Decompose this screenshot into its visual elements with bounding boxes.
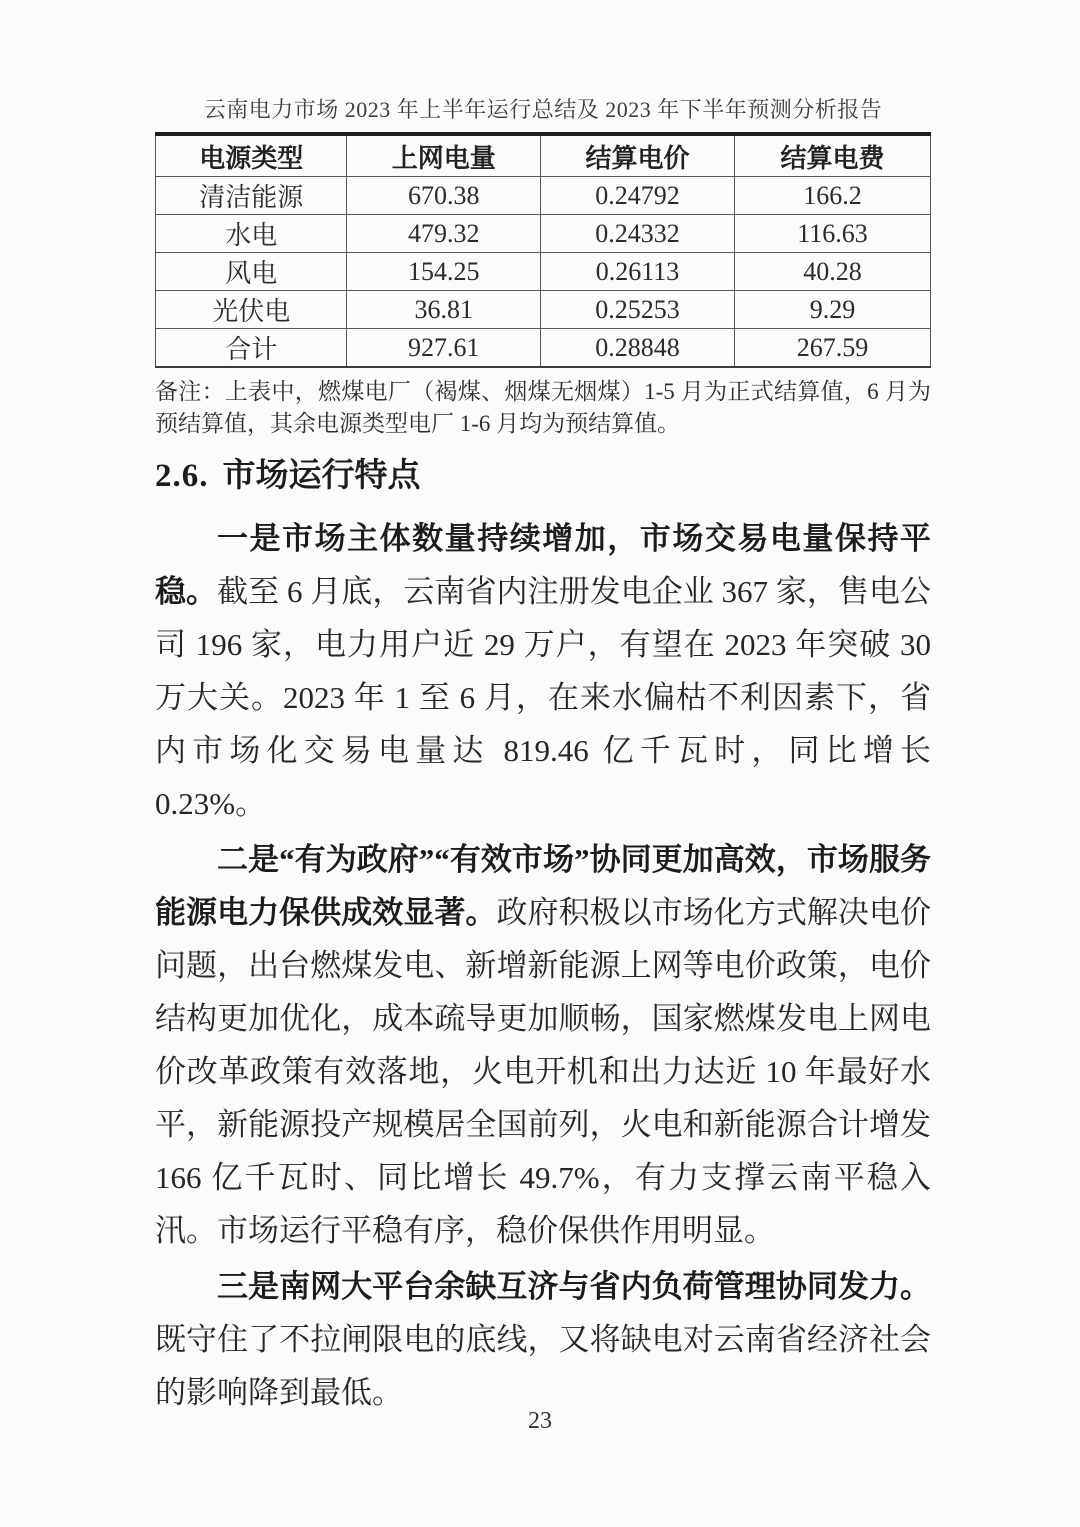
table-header-row xyxy=(156,134,931,177)
table-row-wind xyxy=(156,253,931,291)
table-row-clean-energy xyxy=(156,177,931,215)
header-cell-power-type: 电源类型 xyxy=(156,134,347,177)
table-note-text: 上表中，燃煤电厂（褐煤、烟煤无烟煤）1-5 月为正式结算值，6 月为预结算值，其余电源类型电厂 1-6 月均为预结算值。 xyxy=(155,379,931,436)
cell-price: 0.28848 xyxy=(541,329,735,368)
cell-price: 0.24792 xyxy=(541,177,735,215)
header-cell-settle-fee: 结算电费 xyxy=(734,134,930,177)
table-row-solar xyxy=(156,291,931,329)
paragraph-three xyxy=(155,1260,931,1419)
table-note-label: 备注： xyxy=(155,379,225,404)
paragraph-one-body: 截至 6 月底，云南省内注册发电企业 367 家，售电公司 196 家，电力用户近 29 万户，有望在 2023 年突破 30 万大关。2023 年 1 至 6 月，在来水偏枯不利因素下，省内市场化交易电量达 819.46 亿千瓦时，同比增长 0.23%。 xyxy=(155,574,932,821)
cell-volume: 670.38 xyxy=(347,177,541,215)
header-cell-settle-price: 结算电价 xyxy=(541,134,735,177)
paragraph-two-lead: 二是“有为政府”“有效市场”协同更加高效，市场服务能源电力保供成效显著。 xyxy=(155,842,931,930)
cell-volume: 36.81 xyxy=(347,291,541,329)
page-number: 23 xyxy=(528,1408,552,1434)
cell-fee: 267.59 xyxy=(734,329,930,368)
cell-fee: 116.63 xyxy=(734,215,930,253)
cell-fee: 40.28 xyxy=(734,253,930,291)
cell-type: 合计 xyxy=(156,329,347,368)
section-heading xyxy=(155,454,931,498)
settlement-table xyxy=(155,132,931,368)
cell-price: 0.25253 xyxy=(541,291,735,329)
cell-volume: 479.32 xyxy=(347,215,541,253)
paragraph-one-lead: 一是市场主体数量持续增加，市场交易电量保持平稳。 xyxy=(155,521,931,609)
header-cell-grid-volume: 上网电量 xyxy=(347,134,541,177)
cell-fee: 166.2 xyxy=(734,177,930,215)
section-heading-text: 市场运行特点 xyxy=(222,458,421,494)
section-heading-number: 2.6. xyxy=(155,458,209,494)
cell-type: 水电 xyxy=(156,215,347,253)
paragraph-one xyxy=(155,512,931,830)
paragraph-two xyxy=(155,833,931,1257)
paragraph-two-body: 政府积极以市场化方式解决电价问题，出台燃煤发电、新增新能源上网等电价政策，电价结构更加优化，成本疏导更加顺畅，国家燃煤发电上网电价改革政策有效落地，火电开机和出力达近 10 年最好水平，新能源投产规模居全国前列，火电和新能源合计增发 166 亿千瓦时、同比增长 49.7%，有力支撑云南平稳入汛。市场运行平稳有序，稳价保供作用明显。 xyxy=(155,895,932,1248)
cell-price: 0.24332 xyxy=(541,215,735,253)
cell-volume: 154.25 xyxy=(347,253,541,291)
cell-type: 光伏电 xyxy=(156,291,347,329)
table-note xyxy=(155,376,931,440)
cell-price: 0.26113 xyxy=(541,253,735,291)
cell-type: 风电 xyxy=(156,253,347,291)
paragraph-three-lead: 三是南网大平台余缺互济与省内负荷管理协同发力。 xyxy=(217,1269,931,1304)
doc-header-title: 云南电力市场 2023 年上半年运行总结及 2023 年下半年预测分析报告 xyxy=(203,97,883,122)
table-row-total xyxy=(156,329,931,368)
table-row-hydro xyxy=(156,215,931,253)
cell-fee: 9.29 xyxy=(734,291,930,329)
cell-volume: 927.61 xyxy=(347,329,541,368)
paragraph-three-body: 既守住了不拉闸限电的底线，又将缺电对云南省经济社会的影响降到最低。 xyxy=(155,1322,931,1410)
page-content xyxy=(155,0,931,1419)
cell-type: 清洁能源 xyxy=(156,177,347,215)
